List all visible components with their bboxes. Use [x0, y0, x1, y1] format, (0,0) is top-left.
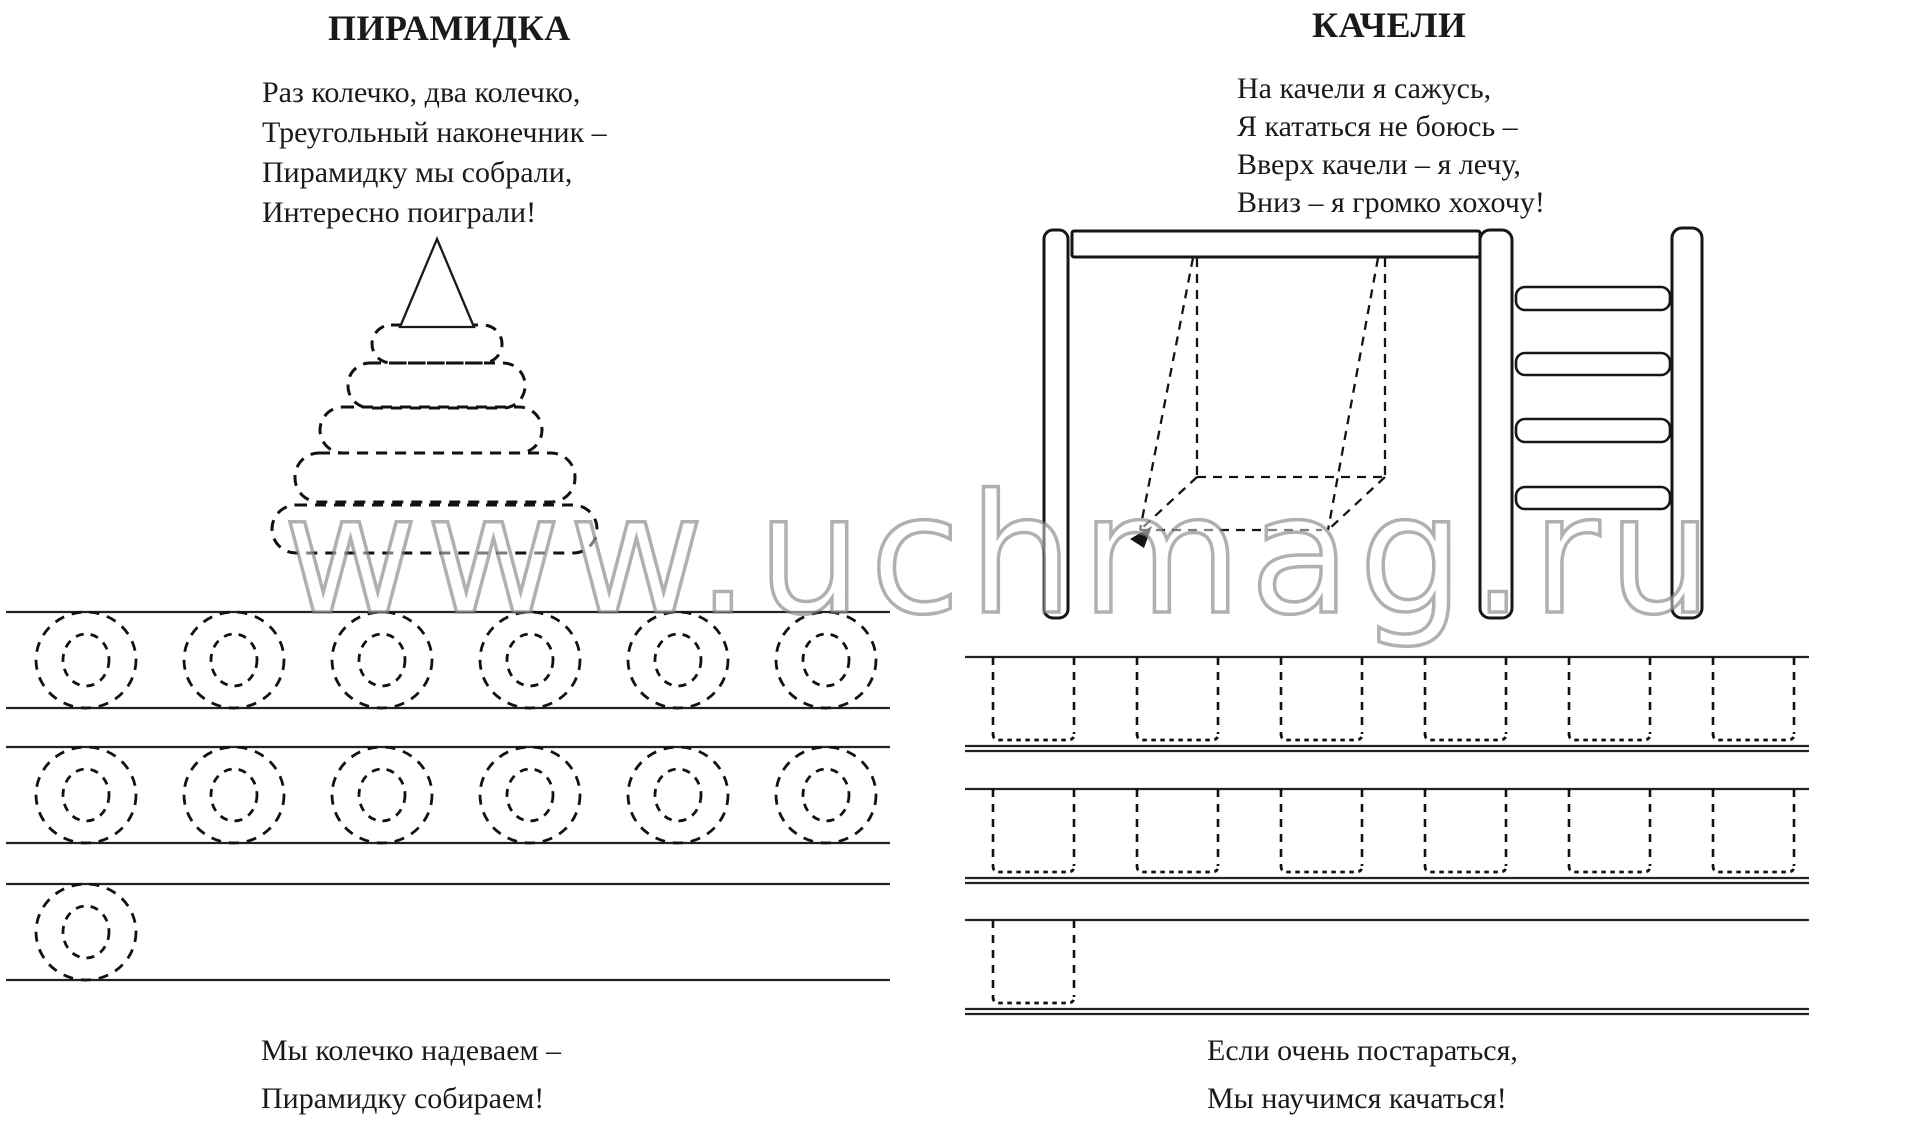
swing-seat-ropes	[1130, 258, 1385, 548]
trace-square-bottom	[1281, 734, 1362, 740]
right-title: КАЧЕЛИ	[1312, 5, 1467, 45]
right-tracing-row-2	[965, 789, 1809, 883]
pyramid-ring-2	[348, 363, 525, 408]
trace-ring-outer	[184, 747, 284, 843]
pyramid-ring-4	[295, 453, 575, 502]
trace-square-bottom	[993, 997, 1074, 1003]
trace-ring-outer	[36, 612, 136, 708]
trace-ring-outer	[332, 612, 432, 708]
trace-square-bottom	[993, 866, 1074, 872]
trace-ring-outer	[332, 747, 432, 843]
trace-ring-outer	[36, 747, 136, 843]
trace-square-bottom	[1713, 866, 1794, 872]
pyramid-ring-1	[372, 325, 502, 363]
trace-square-bottom	[1281, 866, 1362, 872]
footer-line: Пирамидку собираем!	[261, 1082, 545, 1115]
left-tracing-row-1	[6, 612, 890, 708]
trace-square-bottom	[1137, 734, 1218, 740]
trace-ring-inner	[63, 906, 109, 958]
trace-ring-inner	[655, 634, 701, 686]
trace-square-bottom	[1569, 866, 1650, 872]
pyramid-ring-5	[272, 505, 597, 553]
trace-square-bottom	[1713, 734, 1794, 740]
trace-ring-outer	[776, 612, 876, 708]
swing-drawing	[1044, 228, 1702, 618]
right-tracing-row-1	[965, 657, 1809, 751]
trace-ring-inner	[803, 634, 849, 686]
left-tracing-row-2	[6, 747, 890, 843]
poem-line: Треугольный наконечник –	[262, 116, 607, 149]
right-poem	[1237, 70, 1545, 222]
left-title: ПИРАМИДКА	[328, 8, 571, 48]
pyramid-triangle-top-icon	[400, 239, 474, 327]
trace-ring-inner	[359, 769, 405, 821]
trace-ring-outer	[776, 747, 876, 843]
trace-ring-inner	[507, 634, 553, 686]
poem-line: Пирамидку мы собрали,	[262, 156, 573, 189]
trace-square-bottom	[1137, 866, 1218, 872]
trace-ring-outer	[480, 612, 580, 708]
right-tracing-row-3	[965, 920, 1809, 1014]
trace-ring-inner	[211, 634, 257, 686]
pyramid-drawing	[272, 239, 597, 553]
trace-square-bottom	[993, 734, 1074, 740]
poem-line: Я кататься не боюсь –	[1237, 110, 1518, 143]
poem-line: Вниз – я громко хохочу!	[1237, 186, 1545, 219]
trace-ring-inner	[211, 769, 257, 821]
trace-ring-inner	[359, 634, 405, 686]
trace-ring-outer	[628, 612, 728, 708]
footer-line: Мы колечко надеваем –	[261, 1034, 561, 1067]
trace-ring-inner	[63, 769, 109, 821]
swing-right-post	[1480, 230, 1512, 618]
footer-line: Мы научимся качаться!	[1207, 1082, 1507, 1115]
trace-ring-outer	[36, 884, 136, 980]
trace-ring-inner	[63, 634, 109, 686]
pyramid-ring-3	[320, 407, 542, 453]
right-footer	[1207, 1027, 1518, 1123]
watermark: www.uchmag.ru	[283, 459, 1721, 651]
swing-left-post	[1044, 230, 1068, 618]
footer-line: Если очень постараться,	[1207, 1034, 1518, 1067]
trace-ring-inner	[655, 769, 701, 821]
trace-square-bottom	[1425, 734, 1506, 740]
left-poem	[262, 73, 607, 233]
poem-line: Интересно поиграли!	[262, 196, 537, 229]
trace-ring-outer	[628, 747, 728, 843]
swing-top-beam	[1072, 231, 1480, 257]
ladder-right-rail	[1672, 228, 1702, 618]
poem-line: На качели я сажусь,	[1237, 72, 1492, 105]
left-tracing-row-3	[6, 884, 890, 980]
trace-ring-outer	[480, 747, 580, 843]
trace-square-bottom	[1425, 866, 1506, 872]
trace-square-bottom	[1569, 734, 1650, 740]
trace-ring-inner	[803, 769, 849, 821]
poem-line: Раз колечко, два колечко,	[262, 76, 581, 109]
ladder-rungs	[1516, 287, 1670, 509]
left-footer	[261, 1027, 561, 1123]
poem-line: Вверх качели – я лечу,	[1237, 148, 1521, 181]
trace-ring-inner	[507, 769, 553, 821]
trace-ring-outer	[184, 612, 284, 708]
